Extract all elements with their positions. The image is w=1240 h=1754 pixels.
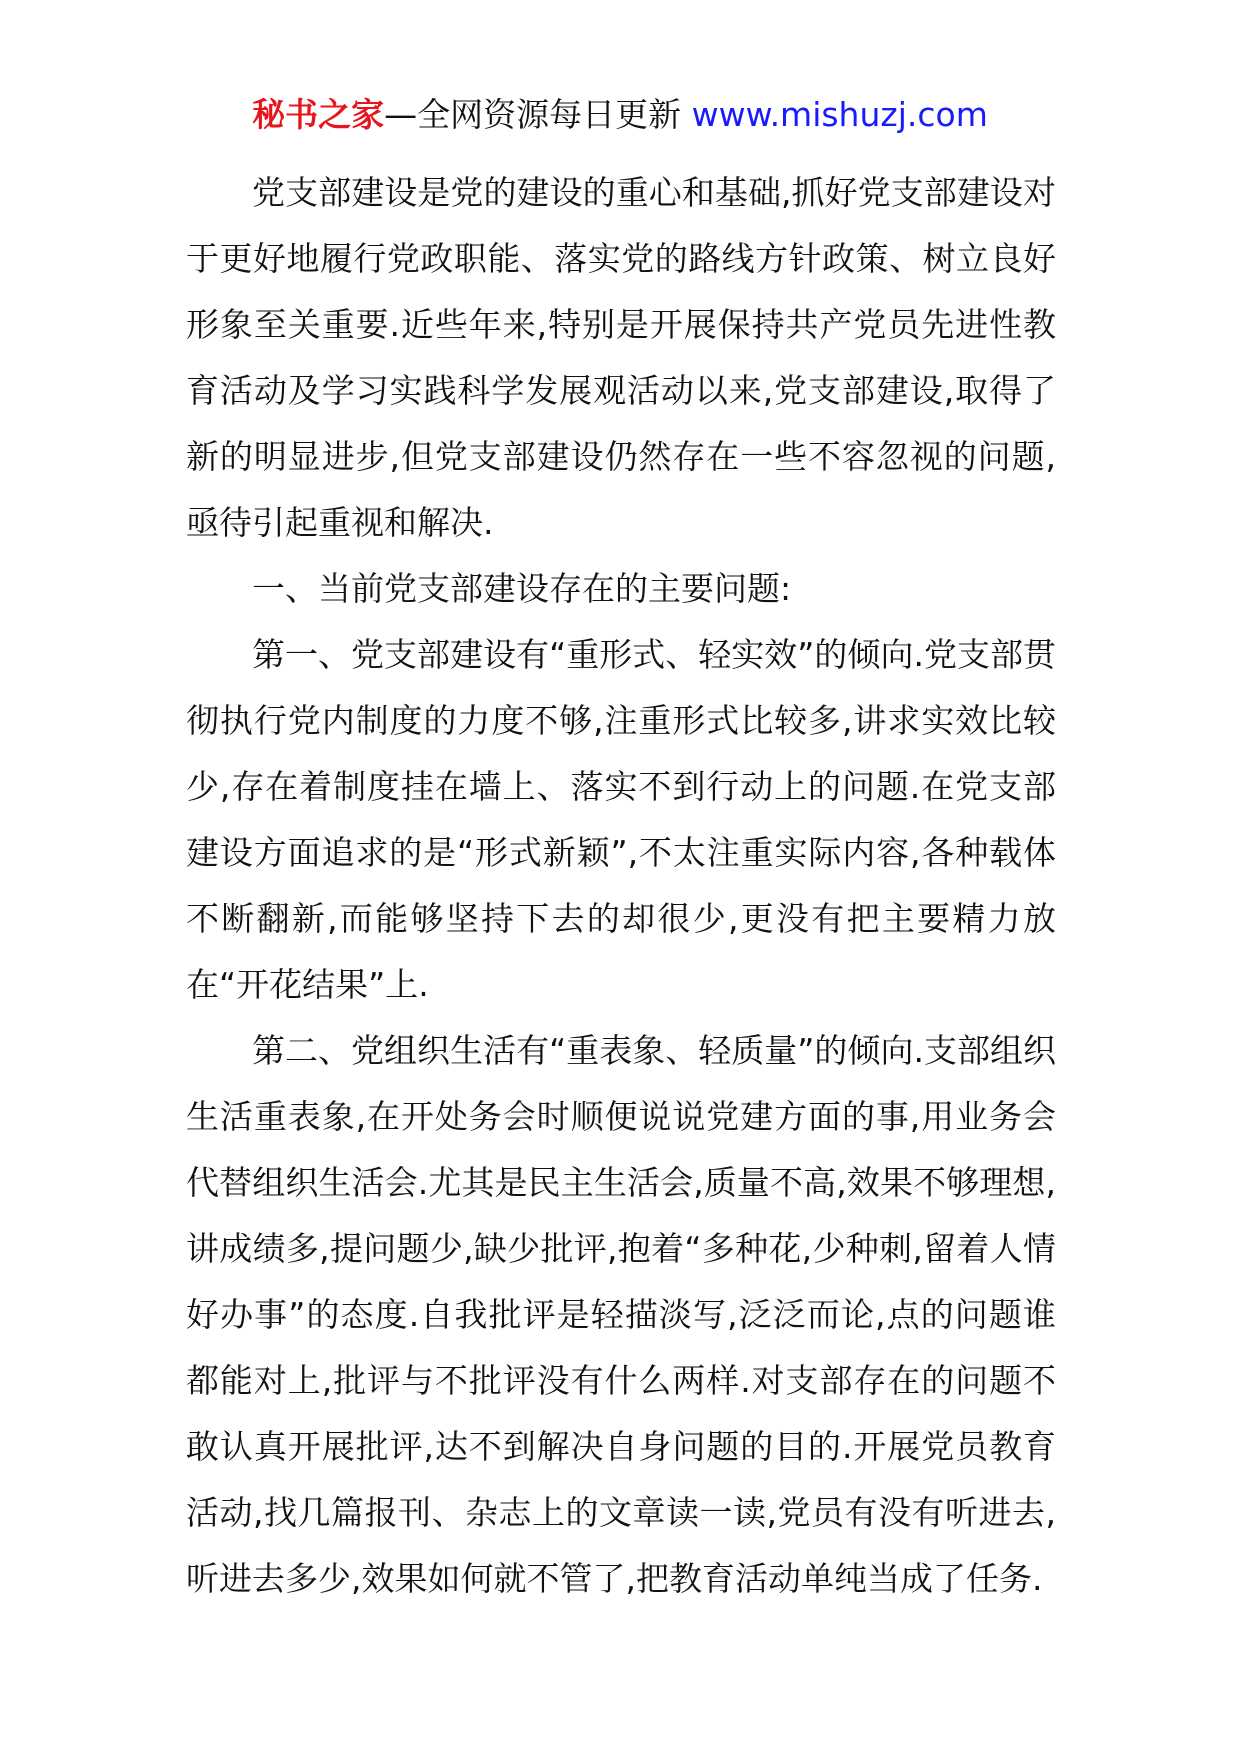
document-body	[186, 160, 1056, 1612]
page-header	[0, 92, 1240, 138]
brand-name: 秘书之家	[252, 95, 385, 134]
header-tagline: —全网资源每日更新	[384, 95, 692, 134]
site-url-link[interactable]: www.mishuzj.com	[691, 95, 988, 134]
intro-paragraph: 党支部建设是党的建设的重心和基础,抓好党支部建设对于更好地履行党政职能、落实党的路线方针政策、树立良好形象至关重要.近些年来,特别是开展保持共产党员先进性教育活动及学习实践科学发展观活动以来,党支部建设,取得了新的明显进步,但党支部建设仍然存在一些不容忽视的问题,亟待引起重视和解决.	[186, 173, 1056, 542]
point-two-paragraph: 第二、党组织生活有“重表象、轻质量”的倾向.支部组织生活重表象,在开处务会时顺便说说党建方面的事,用业务会代替组织生活会.尤其是民主生活会,质量不高,效果不够理想,讲成绩多,提问题少,缺少批评,抱着“多种花,少种刺,留着人情好办事”的态度.自我批评是轻描淡写,泛泛而论,点的问题谁都能对上,批评与不批评没有什么两样.对支部存在的问题不敢认真开展批评,达不到解决自身问题的目的.开展党员教育活动,找几篇报刊、杂志上的文章读一读,党员有没有听进去,听进去多少,效果如何就不管了,把教育活动单纯当成了任务.	[186, 1031, 1056, 1598]
point-one-paragraph: 第一、党支部建设有“重形式、轻实效”的倾向.党支部贯彻执行党内制度的力度不够,注重形式比较多,讲求实效比较少,存在着制度挂在墙上、落实不到行动上的问题.在党支部建设方面追求的是“形式新颖”,不太注重实际内容,各种载体不断翻新,而能够坚持下去的却很少,更没有把主要精力放在“开花结果”上.	[186, 635, 1056, 1004]
section-heading: 一、当前党支部建设存在的主要问题:	[252, 569, 792, 608]
